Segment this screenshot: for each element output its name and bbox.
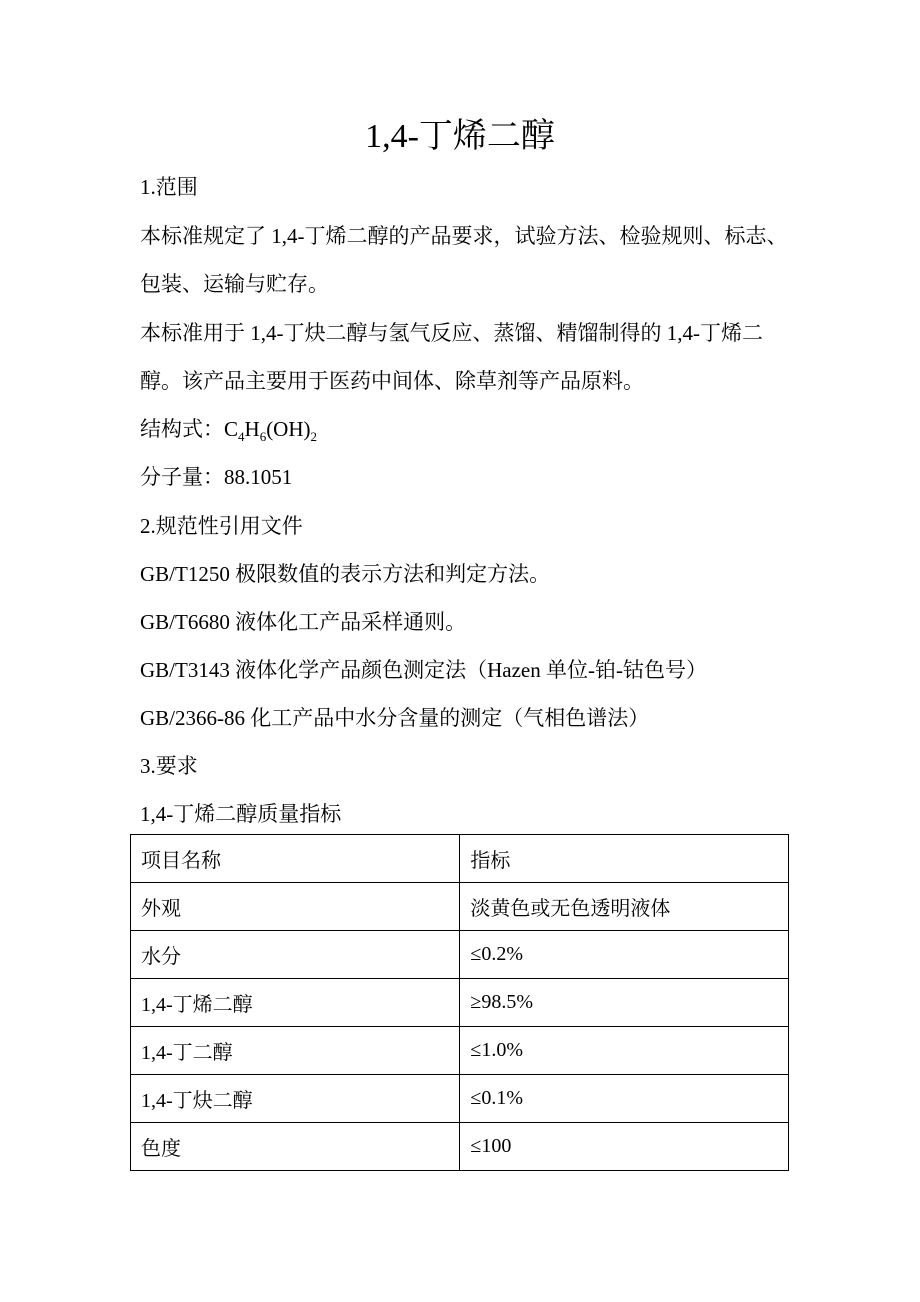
table-cell-value: ≤1.0% <box>460 1027 789 1075</box>
formula-h-subscript: 6 <box>259 429 267 444</box>
table-cell-value: ≤0.1% <box>460 1075 789 1123</box>
table-cell-item: 1,4-丁二醇 <box>131 1027 460 1075</box>
section-heading-requirements: 3.要求 <box>140 754 198 778</box>
table-header-cell: 项目名称 <box>131 835 460 883</box>
table-cell-item: 1,4-丁炔二醇 <box>131 1075 460 1123</box>
table-row <box>131 883 789 931</box>
formula-h: H <box>244 417 260 441</box>
quality-index-table <box>130 834 789 1171</box>
reference-item-1: GB/T1250 极限数值的表示方法和判定方法。 <box>140 562 551 586</box>
table-row <box>131 979 789 1027</box>
table-header-row <box>131 835 789 883</box>
scope-paragraph-2-line-2: 醇。该产品主要用于医药中间体、除草剂等产品原料。 <box>140 369 644 393</box>
table-header-cell: 指标 <box>460 835 789 883</box>
reference-item-3: GB/T3143 液体化学产品颜色测定法（Hazen 单位-铂-钴色号） <box>140 658 707 682</box>
section-heading-scope: 1.范围 <box>140 175 198 199</box>
formula-c: C <box>224 417 239 441</box>
table-caption: 1,4-丁烯二醇质量指标 <box>140 802 342 826</box>
table-row <box>131 1123 789 1171</box>
reference-item-2: GB/T6680 液体化工产品采样通则。 <box>140 610 467 634</box>
formula-label: 结构式： <box>140 417 224 441</box>
scope-paragraph-1-line-1: 本标准规定了 1,4-丁烯二醇的产品要求，试验方法、检验规则、标志、 <box>140 224 788 248</box>
table-cell-value: 淡黄色或无色透明液体 <box>460 883 789 931</box>
table-row <box>131 1027 789 1075</box>
formula-oh: (OH) <box>266 417 311 441</box>
reference-item-4: GB/2366-86 化工产品中水分含量的测定（气相色谱法） <box>140 706 650 730</box>
table-cell-value: ≤100 <box>460 1123 789 1171</box>
scope-paragraph-2-line-1: 本标准用于 1,4-丁炔二醇与氢气反应、蒸馏、精馏制得的 1,4-丁烯二 <box>140 321 763 345</box>
formula-c-subscript: 4 <box>238 429 245 444</box>
table-cell-item: 水分 <box>131 931 460 979</box>
table-cell-item: 色度 <box>131 1123 460 1171</box>
scope-paragraph-1-line-2: 包装、运输与贮存。 <box>140 272 329 296</box>
structural-formula-line <box>140 414 317 447</box>
table-row <box>131 931 789 979</box>
molecular-weight-line: 分子量：88.1051 <box>140 465 293 489</box>
section-heading-references: 2.规范性引用文件 <box>140 514 303 538</box>
table-cell-value: ≥98.5% <box>460 979 789 1027</box>
table-cell-value: ≤0.2% <box>460 931 789 979</box>
table-row <box>131 1075 789 1123</box>
table-cell-item: 1,4-丁烯二醇 <box>131 979 460 1027</box>
formula-oh-subscript: 2 <box>310 429 318 444</box>
document-title: 1,4-丁烯二醇 <box>365 118 555 155</box>
table-cell-item: 外观 <box>131 883 460 931</box>
